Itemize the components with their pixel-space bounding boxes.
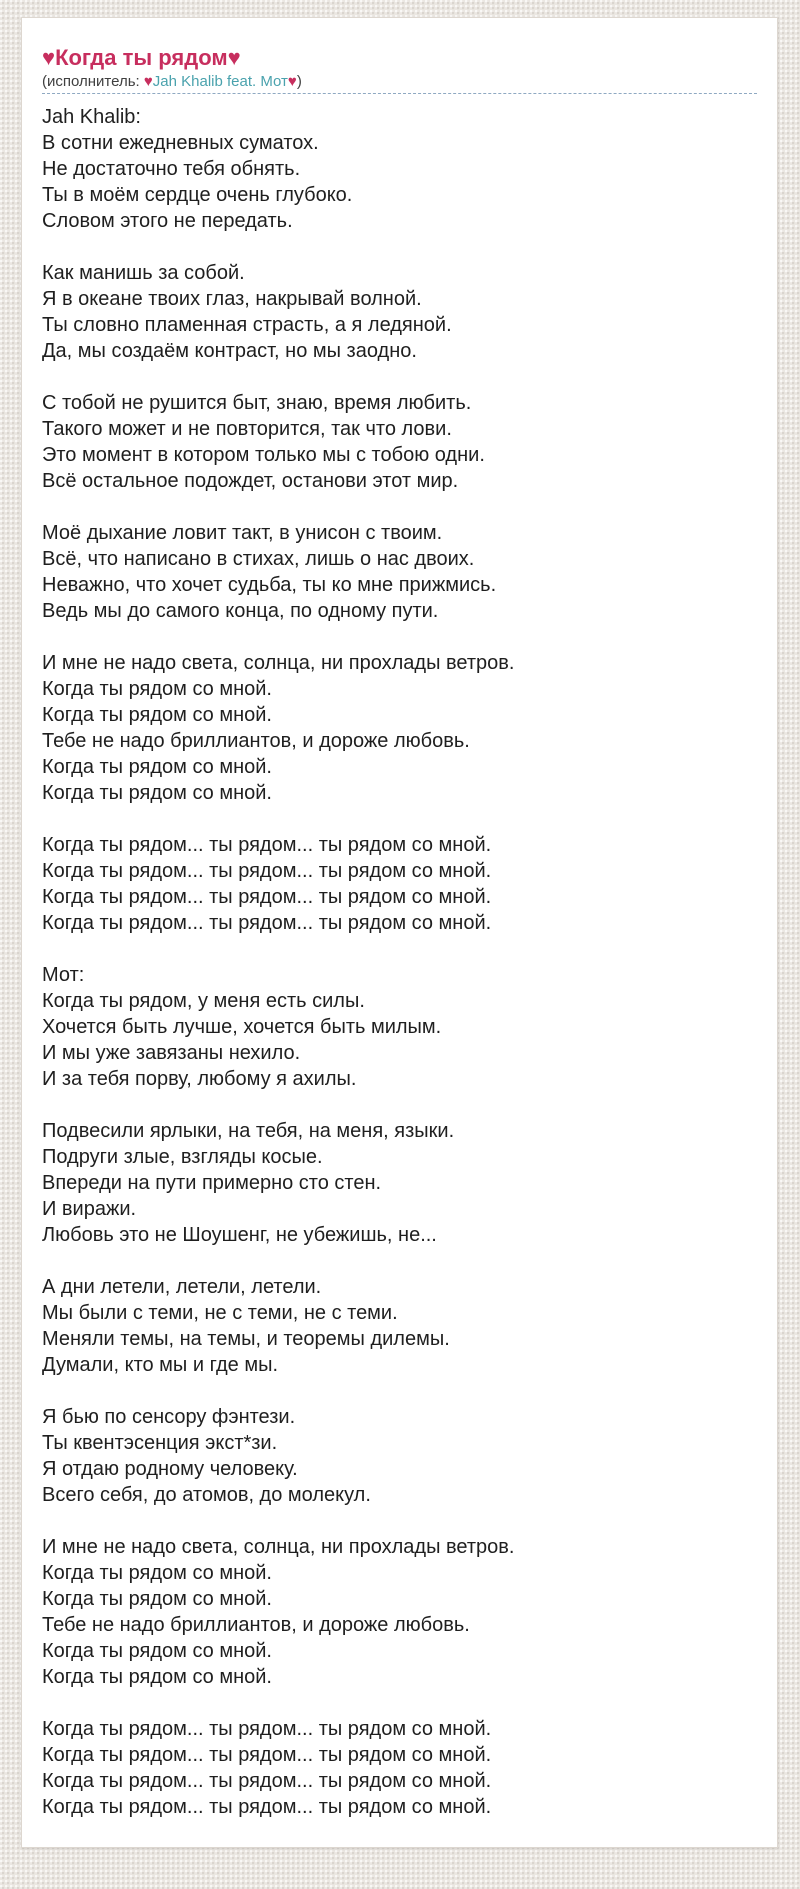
song-header bbox=[42, 44, 757, 94]
lyrics-card bbox=[21, 17, 778, 1848]
lyrics-stanza: Как манишь за собой. Я в океане твоих глаз, накрывай волной. Ты словно пламенная страсть, а я ледяной. Да, мы создаём контраст, но мы заодно. bbox=[42, 262, 452, 362]
lyrics-stanza: И мне не надо света, солнца, ни прохлады ветров. Когда ты рядом со мной. Когда ты рядом со мной. Тебе не надо бриллиантов, и дороже любовь. Когда ты рядом со мной. Когда ты рядом со мной. bbox=[42, 652, 515, 804]
heart-icon: ♥ bbox=[143, 73, 153, 90]
lyrics-stanza: Моё дыхание ловит такт, в унисон с твоим. Всё, что написано в стихах, лишь о нас двоих. Неважно, что хочет судьба, ты ко мне прижмись. Ведь мы до самого конца, по одному пути. bbox=[42, 522, 497, 622]
lyrics-stanza: Подвесили ярлыки, на тебя, на меня, языки. Подруги злые, взгляды косые. Впереди на пути примерно сто стен. И виражи. Любовь это не Шоушенг, не убежишь, не... bbox=[42, 1120, 455, 1246]
lyrics-stanza: Jah Khalib: В сотни ежедневных суматох. Не достаточно тебя обнять. Ты в моём сердце очень глубоко. Словом этого не передать. bbox=[42, 106, 353, 232]
lyrics-stanza: И мне не надо света, солнца, ни прохлады ветров. Когда ты рядом со мной. Когда ты рядом со мной. Тебе не надо бриллиантов, и дороже любовь. Когда ты рядом со мной. Когда ты рядом со мной. bbox=[42, 1536, 515, 1688]
artist-label: (исполнитель: bbox=[42, 73, 144, 90]
lyrics bbox=[42, 104, 757, 1820]
lyrics-stanza: Когда ты рядом... ты рядом... ты рядом со мной. Когда ты рядом... ты рядом... ты рядом со мной. Когда ты рядом... ты рядом... ты рядом со мной. Когда ты рядом... ты рядом... ты рядом со мной. bbox=[42, 1718, 492, 1818]
lyrics-stanza: Мот: Когда ты рядом, у меня есть силы. Хочется быть лучше, хочется быть милым. И мы уже завязаны нехило. И за тебя порву, любому я ахилы. bbox=[42, 964, 442, 1090]
lyrics-stanza: Я бью по сенсору фэнтези. Ты квентэсенция экст*зи. Я отдаю родному человеку. Всего себя, до атомов, до молекул. bbox=[42, 1406, 371, 1506]
page bbox=[0, 17, 800, 1848]
artist-link[interactable]: Jah Khalib feat. Мот bbox=[152, 73, 288, 90]
lyrics-stanza: С тобой не рушится быт, знаю, время любить. Такого может и не повторится, так что лови. Это момент в котором только мы с тобою одни. Всё остальное подождет, останови этот мир. bbox=[42, 392, 485, 492]
lyrics-stanza: А дни летели, летели, летели. Мы были с теми, не с теми, не с теми. Меняли темы, на темы, и теоремы дилемы. Думали, кто мы и где мы. bbox=[42, 1276, 450, 1376]
artist-line-close: ) bbox=[296, 73, 302, 90]
lyrics-stanza: Когда ты рядом... ты рядом... ты рядом со мной. Когда ты рядом... ты рядом... ты рядом со мной. Когда ты рядом... ты рядом... ты рядом со мной. Когда ты рядом... ты рядом... ты рядом со мной. bbox=[42, 834, 492, 934]
heart-icon: ♥ bbox=[287, 73, 297, 90]
artist-line bbox=[42, 72, 757, 91]
song-title: ♥Когда ты рядом♥ bbox=[42, 45, 241, 70]
